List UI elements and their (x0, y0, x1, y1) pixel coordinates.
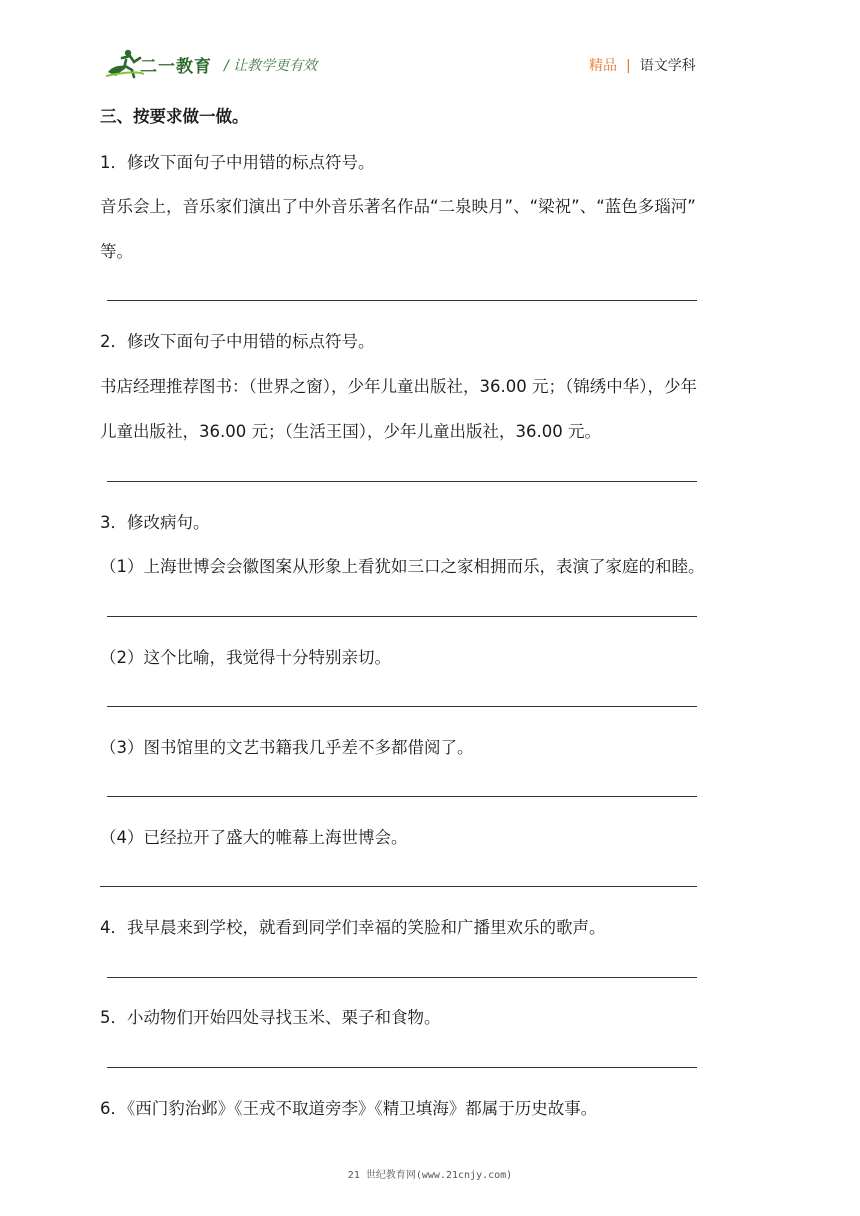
section-title: 三、按要求做一做。 (100, 107, 249, 126)
answer-line-5[interactable] (107, 1067, 697, 1068)
question-3-3: （3）图书馆里的文艺书籍我几乎差不多都借阅了。 (100, 738, 474, 757)
question-2-prompt: 2．修改下面句子中用错的标点符号。 (100, 332, 375, 351)
question-2-text-line-2: 儿童出版社，36.00 元；（生活王国），少年儿童出版社，36.00 元。 (100, 422, 601, 441)
brand-name: 二一教育 (140, 57, 212, 77)
question-1-text-line-2: 等。 (100, 242, 133, 261)
question-4: 4．我早晨来到学校，就看到同学们幸福的笑脸和广播里欢乐的歌声。 (100, 918, 606, 937)
page-header (0, 0, 860, 90)
answer-line-3-3[interactable] (107, 796, 697, 797)
question-2-text-line-1: 书店经理推荐图书：（世界之窗），少年儿童出版社，36.00 元；（锦绣中华），少年 (100, 377, 697, 396)
quality-label: 精品 (589, 58, 617, 74)
question-1-text-line-1: 音乐会上，音乐家们演出了中外音乐著名作品“二泉映月”、“梁祝”、“蓝色多瑙河” (100, 197, 696, 216)
question-6: 6．《西门豹治邺》《王戎不取道旁李》《精卫填海》都属于历史故事。 (100, 1099, 598, 1118)
header-separator: | (626, 58, 631, 74)
question-5: 5．小动物们开始四处寻找玉米、栗子和食物。 (100, 1008, 441, 1027)
question-3-2: （2）这个比喻，我觉得十分特别亲切。 (100, 648, 391, 667)
question-3-prompt: 3．修改病句。 (100, 513, 210, 532)
answer-line-2[interactable] (107, 481, 697, 482)
answer-line-3-4[interactable] (100, 886, 697, 887)
answer-line-3-1[interactable] (107, 616, 697, 617)
subject-label: 语文学科 (639, 58, 696, 74)
answer-line-3-2[interactable] (107, 706, 697, 707)
question-3-4: （4）已经拉开了盛大的帷幕上海世博会。 (100, 828, 408, 847)
answer-line-4[interactable] (107, 977, 697, 978)
question-1-prompt: 1．修改下面句子中用错的标点符号。 (100, 153, 375, 172)
question-3-1: （1）上海世博会会徽图案从形象上看犹如三口之家相拥而乐，表演了家庭的和睦。 (100, 557, 705, 576)
brand-slogan: / 让教学更有效 (224, 58, 318, 74)
page-footer: 21 世纪教育网(www.21cnjy.com) (347, 1170, 513, 1181)
header-subject-tag (589, 55, 696, 75)
answer-line-1[interactable] (107, 300, 697, 301)
